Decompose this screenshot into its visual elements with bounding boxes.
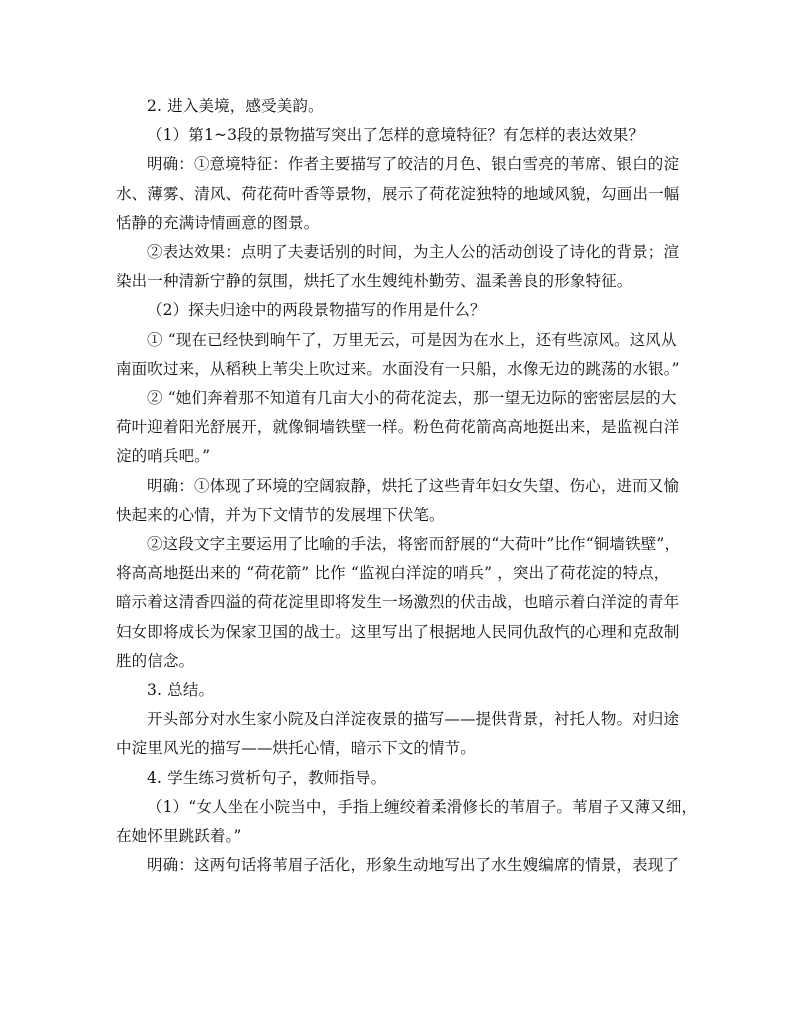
text-line: 明确：①意境特征：作者主要描写了皎洁的月色、银白雪亮的苇席、银白的淀 — [147, 155, 680, 174]
text-line: 在她怀里跳跃着。” — [116, 827, 242, 846]
text-line: 3. 总结。 — [147, 681, 215, 700]
text-line: （2）探夫归途中的两段景物描写的作用是什么？ — [147, 301, 486, 320]
text-line: （1）“女人坐在小院当中，手指上缠绞着柔滑修长的苇眉子。苇眉子又薄又细， — [147, 797, 698, 816]
text-line: 明确：①体现了环境的空阔寂静，烘托了这些青年妇女失望、伤心，进而又愉 — [147, 476, 680, 495]
text-line: （1）第1~3段的景物描写突出了怎样的意境特征？有怎样的表达效果？ — [147, 126, 645, 145]
text-line: 妇女即将成长为保家卫国的战士。这里写出了根据地人民同仇敌忾的心理和克敌制 — [116, 622, 680, 641]
text-line: 水、薄雾、清风、荷花荷叶香等景物，展示了荷花淀独特的地域风貌，勾画出一幅 — [116, 184, 680, 203]
text-line: 中淀里风光的描写——烘托心情，暗示下文的情节。 — [116, 739, 476, 758]
document-body — [116, 92, 698, 880]
text-line: 南面吹过来，从稻秧上苇尖上吹过来。水面没有一只船，水像无边的跳荡的水银。” — [116, 359, 680, 378]
text-line: ②表达效果：点明了夫妻话别的时间，为主人公的活动创设了诗化的背景；渲 — [147, 243, 680, 262]
text-line: 快起来的心情，并为下文情节的发展埋下伏笔。 — [116, 505, 445, 524]
text-line: 淀的哨兵吧。” — [116, 447, 211, 466]
text-line: 2. 进入美境，感受美韵。 — [147, 97, 324, 115]
text-line: 4. 学生练习赏析句子，教师指导。 — [147, 768, 387, 787]
text-line: 染出一种清新宁静的氛围，烘托了水生嫂纯朴勤劳、温柔善良的形象特征。 — [116, 272, 633, 291]
text-line: 暗示着这清香四溢的荷花淀里即将发生一场激烈的伏击战，也暗示着白洋淀的青年 — [116, 593, 680, 612]
text-line: ② “她们奔着那不知道有几亩大小的荷花淀去，那一望无边际的密密层层的大 — [147, 389, 677, 408]
text-line: 荷叶迎着阳光舒展开，就像铜墙铁壁一样。粉色荷花箭高高地挺出来，是监视白洋 — [116, 418, 680, 437]
text-line: ②这段文字主要运用了比喻的手法，将密而舒展的“大荷叶”比作“铜墙铁壁”， — [147, 535, 681, 554]
text-line: 开头部分对水生家小院及白洋淀夜景的描写——提供背景，衬托人物。对归途 — [147, 710, 680, 729]
text-line: 胜的信念。 — [116, 651, 195, 670]
text-line: 恬静的充满诗情画意的图景。 — [116, 213, 320, 232]
text-line: ① “现在已经快到晌午了，万里无云，可是因为在水上，还有些凉风。这风从 — [147, 330, 677, 349]
text-line: 将高高地挺出来的 “荷花箭” 比作 “监视白洋淀的哨兵” ，突出了荷花淀的特点， — [116, 564, 670, 583]
text-line: 明确：这两句话将苇眉子活化，形象生动地写出了水生嫂编席的情景，表现了 — [147, 856, 680, 875]
